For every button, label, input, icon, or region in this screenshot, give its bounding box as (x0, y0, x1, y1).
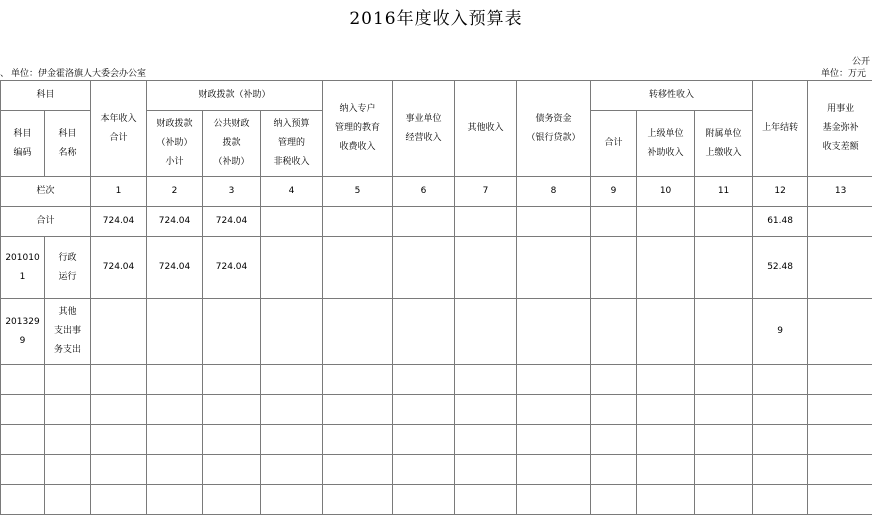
table-cell (1, 425, 45, 455)
table-cell (261, 395, 323, 425)
total-label: 合计 (1, 207, 91, 237)
table-cell (591, 485, 637, 515)
table-cell (591, 425, 637, 455)
table-cell (203, 365, 261, 395)
table-cell (147, 395, 203, 425)
empty-row (1, 365, 872, 395)
table-cell (323, 425, 393, 455)
table-cell (455, 299, 517, 365)
table-cell (517, 455, 591, 485)
column-number: 8 (517, 177, 591, 207)
table-cell (695, 395, 753, 425)
public-label: 公开 (852, 54, 870, 67)
budget-table (0, 80, 872, 515)
empty-row (1, 485, 872, 515)
table-cell (323, 455, 393, 485)
row1-col3: 724.04 (203, 237, 261, 299)
table-cell (91, 485, 147, 515)
header-carryover: 上年结转 (753, 81, 808, 177)
header-other: 其他收入 (455, 81, 517, 177)
column-number-label: 栏次 (1, 177, 91, 207)
unit-org-name: 伊金霍洛旗人大委会办公室 (38, 69, 146, 79)
table-cell (455, 395, 517, 425)
table-cell (91, 395, 147, 425)
table-cell (323, 207, 393, 237)
column-number: 11 (695, 177, 753, 207)
table-cell (203, 395, 261, 425)
table-cell (695, 237, 753, 299)
table-cell (637, 365, 695, 395)
table-cell (45, 455, 91, 485)
table-cell (695, 485, 753, 515)
table-cell (393, 485, 455, 515)
empty-row (1, 455, 872, 485)
table-cell (591, 299, 637, 365)
table-cell (637, 425, 695, 455)
column-number: 13 (808, 177, 872, 207)
column-number: 1 (91, 177, 147, 207)
table-cell (517, 395, 591, 425)
table-cell (517, 207, 591, 237)
table-cell (45, 395, 91, 425)
table-cell (1, 395, 45, 425)
row1-col2: 724.04 (147, 237, 203, 299)
unit-org-label: 单位： (11, 69, 38, 79)
header-special-edu: 纳入专户 管理的教育 收费收入 (323, 81, 393, 177)
header-subject: 科目 (1, 81, 91, 111)
table-cell (393, 425, 455, 455)
table-cell (808, 299, 872, 365)
table-cell (808, 485, 872, 515)
table-cell (455, 207, 517, 237)
table-cell (808, 365, 872, 395)
total-col2: 724.04 (147, 207, 203, 237)
column-number: 5 (323, 177, 393, 207)
table-cell (203, 299, 261, 365)
table-cell (147, 485, 203, 515)
table-cell (753, 395, 808, 425)
table-cell (695, 365, 753, 395)
table-cell (203, 425, 261, 455)
header-subject-code: 科目 编码 (1, 111, 45, 177)
total-col12: 61.48 (753, 207, 808, 237)
header-affiliated: 附属单位 上缴收入 (695, 111, 753, 177)
table-cell (261, 485, 323, 515)
table-cell (455, 237, 517, 299)
row1-name: 行政 运行 (45, 237, 91, 299)
table-cell (203, 455, 261, 485)
table-cell (517, 365, 591, 395)
table-cell (591, 395, 637, 425)
header-row-1 (1, 81, 872, 111)
table-cell (45, 365, 91, 395)
table-cell (455, 425, 517, 455)
table-cell (147, 455, 203, 485)
table-cell (323, 237, 393, 299)
table-cell (1, 455, 45, 485)
row2-code: 201329 9 (1, 299, 45, 365)
table-row (1, 299, 872, 365)
table-cell (147, 299, 203, 365)
table-cell (1, 365, 45, 395)
table-cell (261, 365, 323, 395)
table-cell (695, 425, 753, 455)
table-cell (808, 425, 872, 455)
header-nontax: 纳入预算 管理的 非税收入 (261, 111, 323, 177)
column-number: 7 (455, 177, 517, 207)
table-cell (393, 365, 455, 395)
header-business: 事业单位 经营收入 (393, 81, 455, 177)
table-cell (753, 365, 808, 395)
table-cell (261, 299, 323, 365)
header-transfer: 转移性收入 (591, 81, 753, 111)
table-cell (455, 485, 517, 515)
column-number: 12 (753, 177, 808, 207)
table-cell (753, 485, 808, 515)
unit-money-label: 单位：万元 (821, 66, 866, 79)
table-cell (808, 455, 872, 485)
unit-org-prefix: 、 (0, 69, 9, 79)
column-number: 3 (203, 177, 261, 207)
table-cell (637, 237, 695, 299)
row1-code: 201010 1 (1, 237, 45, 299)
table-cell (323, 365, 393, 395)
table-cell (637, 207, 695, 237)
column-number: 10 (637, 177, 695, 207)
column-number: 4 (261, 177, 323, 207)
table-cell (91, 299, 147, 365)
column-number: 9 (591, 177, 637, 207)
table-cell (261, 207, 323, 237)
table-cell (591, 455, 637, 485)
table-cell (393, 455, 455, 485)
table-cell (695, 455, 753, 485)
page-title: 2016年度收入预算表 (0, 4, 872, 29)
column-number-row (1, 177, 872, 207)
table-cell (323, 395, 393, 425)
row1-col1: 724.04 (91, 237, 147, 299)
header-fiscal: 财政拨款（补助） (147, 81, 323, 111)
header-subject-name: 科目 名称 (45, 111, 91, 177)
table-cell (455, 365, 517, 395)
table-cell (695, 299, 753, 365)
table-cell (808, 237, 872, 299)
table-cell (637, 485, 695, 515)
table-cell (393, 395, 455, 425)
unit-org-line (0, 66, 146, 79)
header-fiscal-subtotal: 财政拨款 （补助） 小计 (147, 111, 203, 177)
table-cell (323, 299, 393, 365)
table-cell (517, 425, 591, 455)
table-cell (753, 455, 808, 485)
empty-row (1, 425, 872, 455)
table-cell (517, 485, 591, 515)
row2-col12: 9 (753, 299, 808, 365)
table-cell (91, 425, 147, 455)
table-cell (261, 455, 323, 485)
total-row (1, 207, 872, 237)
table-cell (591, 237, 637, 299)
table-cell (517, 299, 591, 365)
header-upper-subsidy: 上级单位 补助收入 (637, 111, 695, 177)
header-public-fiscal: 公共财政 拨款 （补助） (203, 111, 261, 177)
table-cell (147, 425, 203, 455)
empty-row (1, 395, 872, 425)
column-number: 6 (393, 177, 455, 207)
table-cell (637, 455, 695, 485)
total-col1: 724.04 (91, 207, 147, 237)
table-cell (517, 237, 591, 299)
table-cell (91, 365, 147, 395)
table-cell (261, 425, 323, 455)
table-cell (323, 485, 393, 515)
column-number: 2 (147, 177, 203, 207)
table-cell (91, 455, 147, 485)
table-cell (203, 485, 261, 515)
table-cell (147, 365, 203, 395)
table-cell (455, 455, 517, 485)
table-cell (808, 395, 872, 425)
table-cell (261, 237, 323, 299)
table-cell (45, 425, 91, 455)
table-cell (637, 299, 695, 365)
table-cell (695, 207, 753, 237)
table-cell (393, 237, 455, 299)
header-debt: 债务资金 （银行贷款） (517, 81, 591, 177)
row2-name: 其他 支出事 务支出 (45, 299, 91, 365)
header-total: 本年收入 合计 (91, 81, 147, 177)
table-cell (45, 485, 91, 515)
header-transfer-total: 合计 (591, 111, 637, 177)
table-cell (1, 485, 45, 515)
table-cell (637, 395, 695, 425)
table-row (1, 237, 872, 299)
table-cell (591, 365, 637, 395)
row1-col12: 52.48 (753, 237, 808, 299)
table-cell (808, 207, 872, 237)
table-cell (591, 207, 637, 237)
table-cell (393, 299, 455, 365)
header-fund-gap: 用事业 基金弥补 收支差额 (808, 81, 872, 177)
table-cell (393, 207, 455, 237)
table-cell (753, 425, 808, 455)
total-col3: 724.04 (203, 207, 261, 237)
